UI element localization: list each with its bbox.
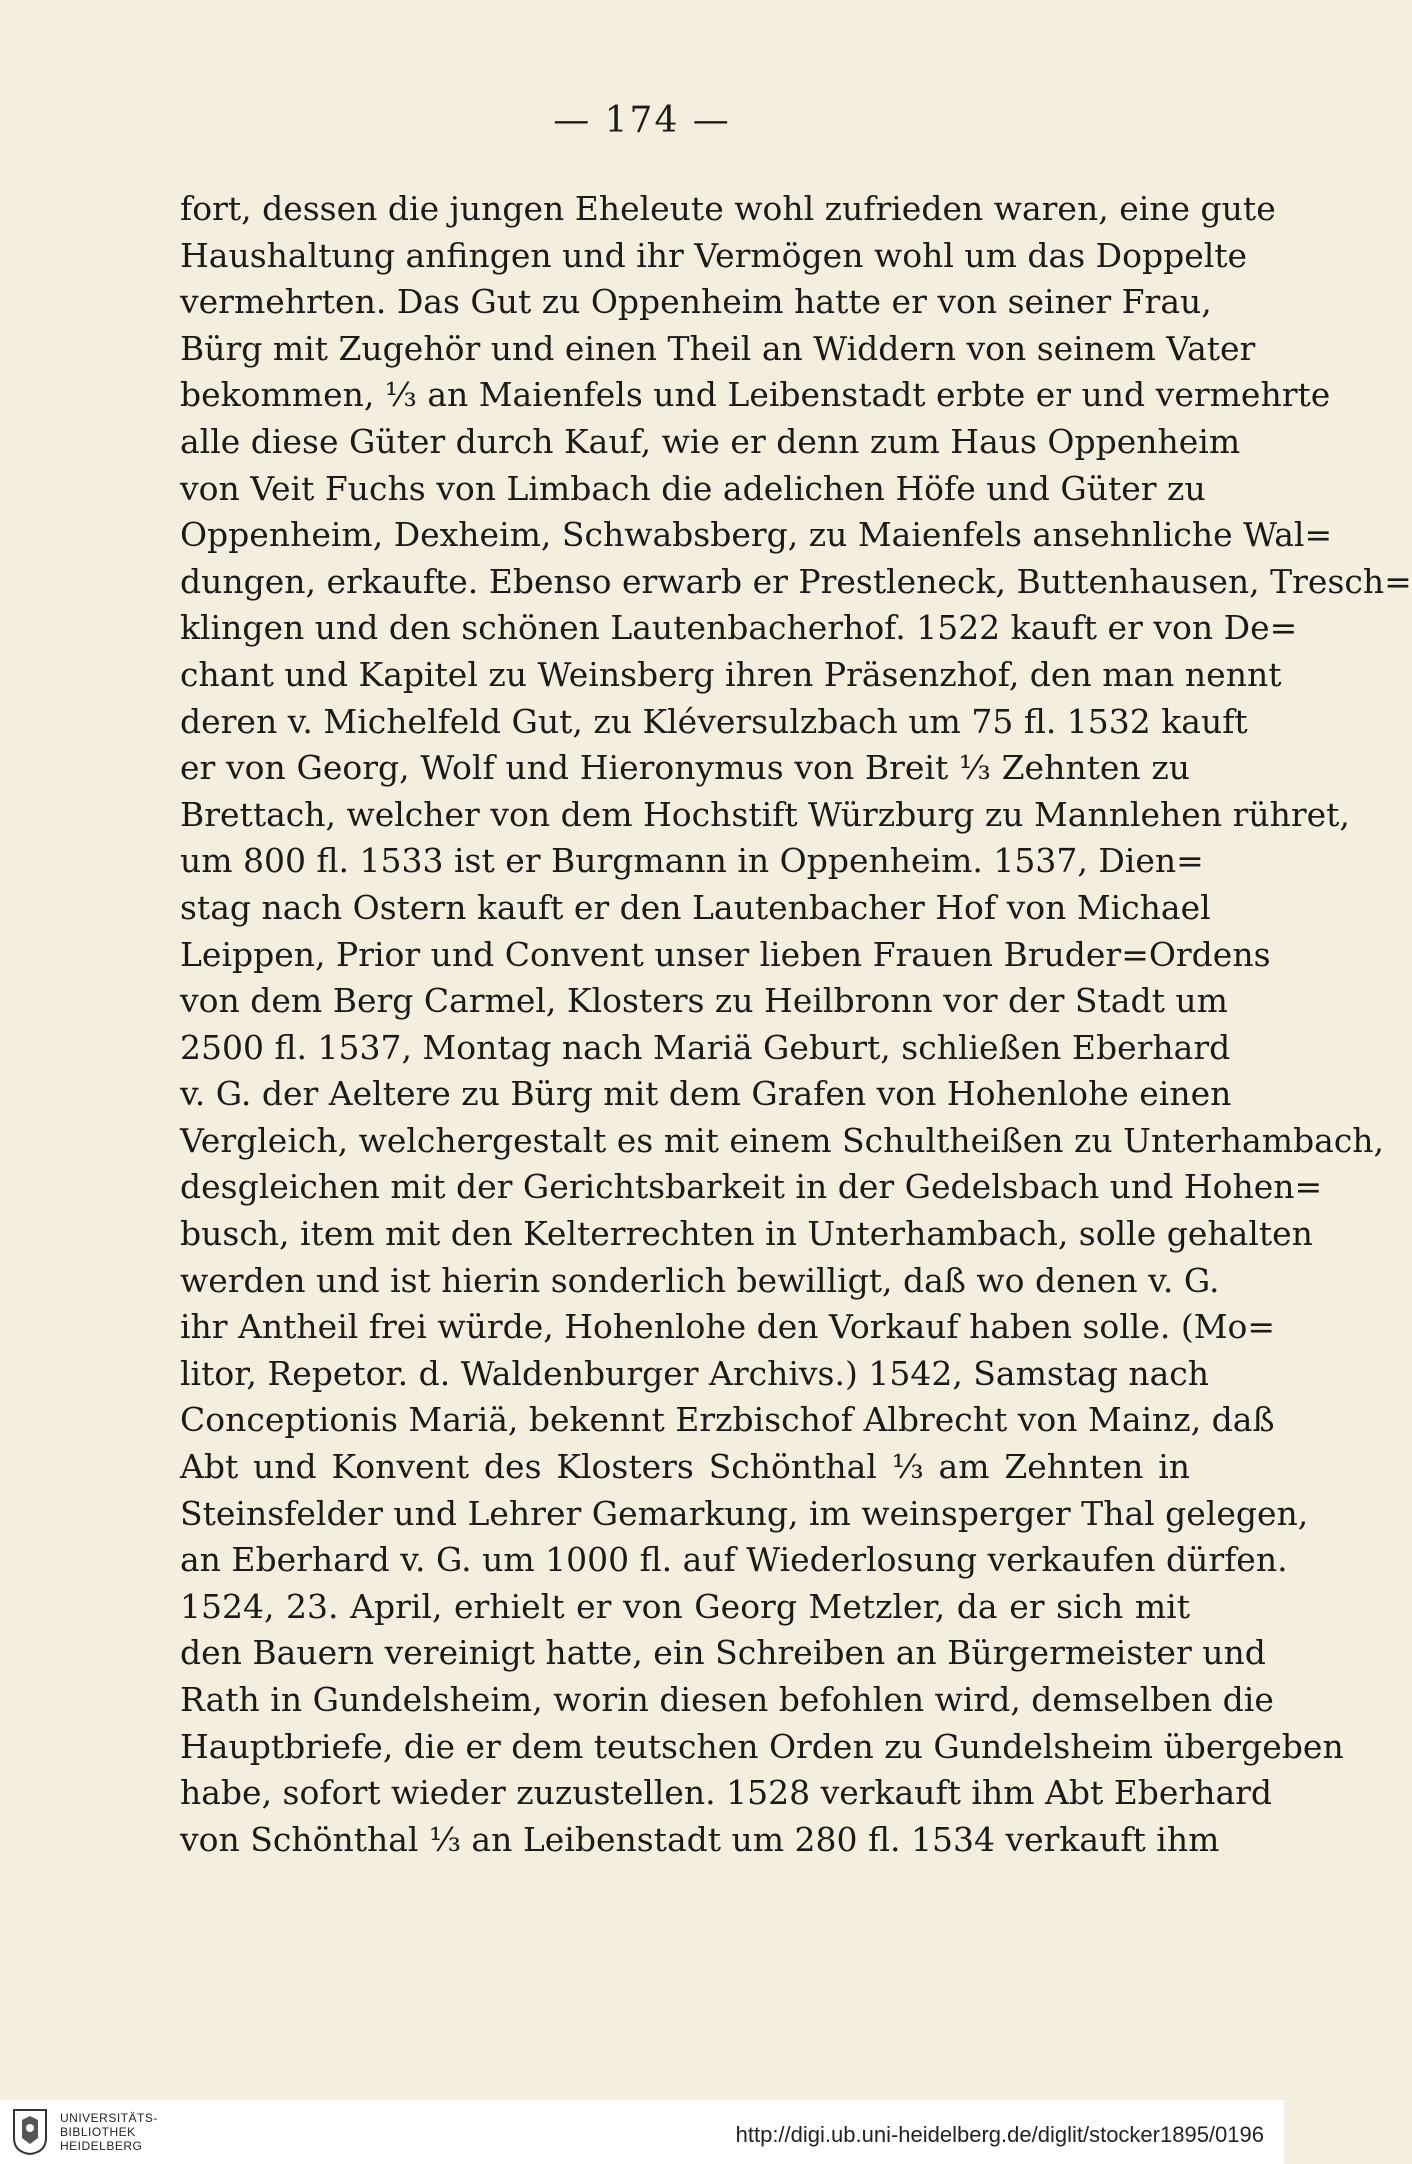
library-logo <box>10 2108 158 2156</box>
text-line: klingen und den schönen Lautenbacherhof. 1522 kauft er von De= <box>180 608 1298 648</box>
text-line: Brettach, welcher von dem Hochstift Würzburg zu Mannlehen rühret, <box>180 794 1350 834</box>
logo-line-1: UNIVERSITÄTS- <box>60 2111 158 2125</box>
text-line: 2500 fl. 1537, Montag nach Mariä Geburt, schließen Eberhard <box>180 1027 1231 1067</box>
text-line: Oppenheim, Dexheim, Schwabsberg, zu Maienfels ansehnliche Wal= <box>180 515 1333 555</box>
text-line: Leippen, Prior und Convent unser lieben Frauen Bruder=Ordens <box>180 934 1271 974</box>
text-line: desgleichen mit der Gerichtsbarkeit in der Gedelsbach und Hohen= <box>180 1167 1323 1207</box>
text-line: Steinsfelder und Lehrer Gemarkung, im weinsperger Thal gelegen, <box>180 1493 1309 1533</box>
text-line: um 800 fl. 1533 ist er Burgmann in Oppenheim. 1537, Dien= <box>180 841 1204 881</box>
logo-line-3: HEIDELBERG <box>60 2139 143 2153</box>
text-line: Haushaltung anfingen und ihr Vermögen wohl um das Doppelte <box>180 235 1248 275</box>
text-line: den Bauern vereinigt hatte, ein Schreiben an Bürgermeister und <box>180 1633 1266 1673</box>
text-line: 1524, 23. April, erhielt er von Georg Metzler, da er sich mit <box>180 1586 1190 1626</box>
text-line: Bürg mit Zugehör und einen Theil an Widdern von seinem Vater <box>180 328 1256 368</box>
page-number: — 174 — <box>553 100 731 141</box>
text-line: litor, Repetor. d. Waldenburger Archivs.) 1542, Samstag nach <box>180 1353 1210 1393</box>
source-url[interactable]: http://digi.ub.uni-heidelberg.de/diglit/stocker1895/0196 <box>735 2122 1264 2147</box>
text-line: Rath in Gundelsheim, worin diesen befohlen wird, demselben die <box>180 1680 1274 1719</box>
text-line: er von Georg, Wolf und Hieronymus von Breit ⅓ Zehnten zu <box>180 748 1190 788</box>
text-line: stag nach Ostern kauft er den Lautenbacher Hof von Michael <box>180 887 1211 927</box>
text-line: Hauptbriefe, die er dem teutschen Orden zu Gundelsheim übergeben <box>180 1726 1344 1766</box>
text-line: chant und Kapitel zu Weinsberg ihren Präsenzhof, den man nennt <box>180 654 1282 694</box>
text-line: werden und ist hierin sonderlich bewilligt, daß wo denen v. G. <box>180 1260 1220 1300</box>
text-line: von Schönthal ⅓ an Leibenstadt um 280 fl. 1534 verkauft ihm <box>180 1819 1220 1859</box>
seal-icon <box>10 2108 50 2156</box>
text-line: an Eberhard v. G. um 1000 fl. auf Wiederlosung verkaufen dürfen. <box>180 1540 1288 1580</box>
text-line: Conceptionis Mariä, bekennt Erzbischof Albrecht von Mainz, daß <box>180 1400 1275 1440</box>
text-line: bekommen, ⅓ an Maienfels und Leibenstadt erbte er und vermehrte <box>180 375 1331 415</box>
footer <box>0 2100 1284 2164</box>
text-line: alle diese Güter durch Kauf, wie er denn zum Haus Oppenheim <box>180 421 1241 461</box>
text-line: von Veit Fuchs von Limbach die adelichen Höfe und Güter zu <box>180 468 1206 508</box>
text-line: Abt und Konvent des Klosters Schönthal ⅓ am Zehnten in <box>180 1447 1190 1487</box>
text-line: von dem Berg Carmel, Klosters zu Heilbronn vor der Stadt um <box>180 981 1228 1021</box>
text-line: v. G. der Aeltere zu Bürg mit dem Grafen von Hohenlohe einen <box>180 1074 1232 1114</box>
text-line: fort, dessen die jungen Eheleute wohl zufrieden waren, eine gute <box>180 189 1276 228</box>
text-line: busch, item mit den Kelterrechten in Unterhambach, solle gehalten <box>180 1214 1313 1254</box>
text-line: vermehrten. Das Gut zu Oppenheim hatte er von seiner Frau, <box>180 282 1212 322</box>
text-line: habe, sofort wieder zuzustellen. 1528 verkauft ihm Abt Eberhard <box>180 1773 1273 1813</box>
text-line: deren v. Michelfeld Gut, zu Kléversulzbach um 75 fl. 1532 kauft <box>180 701 1248 741</box>
text-line: ihr Antheil frei würde, Hohenlohe den Vorkauf haben solle. (Mo= <box>180 1307 1276 1347</box>
logo-line-2: BIBLIOTHEK <box>60 2125 136 2139</box>
text-line: dungen, erkaufte. Ebenso erwarb er Prestleneck, Buttenhausen, Tresch= <box>180 561 1412 601</box>
body-text <box>180 186 1412 1863</box>
text-line: Vergleich, welchergestalt es mit einem Schultheißen zu Unterhambach, <box>180 1120 1385 1160</box>
